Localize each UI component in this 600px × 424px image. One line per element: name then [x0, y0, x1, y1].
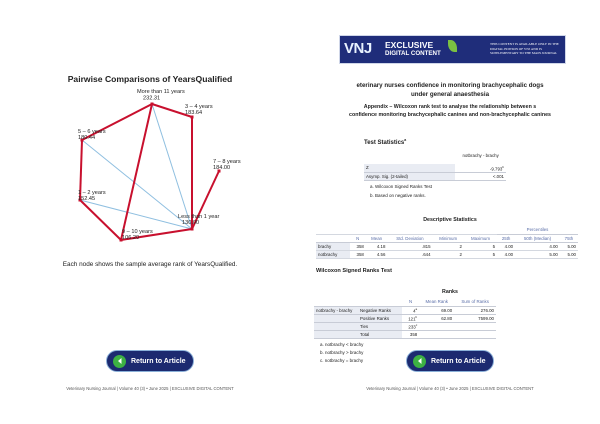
- col-sd: Std. Deviation: [387, 234, 432, 242]
- ranks-row-label: Negative Ranks: [358, 306, 402, 314]
- table-cell: 5.00: [515, 250, 560, 258]
- label-n910-value: 106.20: [122, 235, 140, 241]
- label-n78-name: 7 – 8 years: [213, 159, 241, 165]
- ranks-heading: Ranks: [442, 289, 458, 295]
- graph-title: Pairwise Comparisons of YearsQualified: [67, 74, 233, 84]
- table-cell: [419, 322, 454, 330]
- col-max: Maximum: [464, 234, 497, 242]
- label-n56-value: 180.44: [78, 135, 96, 141]
- banner-note: THIS CONTENT IS AVAILABLE ONLY IN THE DIGITAL EDITION OF VNJ AND IS SUPPLEMENTARY TO THE MAIN JOURNAL: [490, 42, 559, 56]
- label-n56-name: 5 – 6 years: [78, 129, 106, 135]
- label-n11-value: 232.31: [143, 95, 161, 102]
- ranks-row-label: Ties: [358, 322, 402, 330]
- edge-n11-n910: [121, 104, 152, 240]
- ts-note-a: a. Wilcoxon Signed Ranks Test: [370, 184, 432, 189]
- edge-n12-n910: [80, 200, 121, 240]
- test-stats-col-header: notbrachy - brachy: [462, 153, 499, 159]
- table-cell: 7599.00: [454, 314, 496, 322]
- table-row: [314, 314, 496, 322]
- percentiles-header: Percentiles: [497, 226, 578, 234]
- table-cell: 4.00: [497, 242, 515, 250]
- label-n1-value: 130.00: [182, 220, 200, 226]
- article-title: [300, 82, 600, 100]
- arrow-left-icon: [113, 355, 126, 368]
- col-p75: 75th: [560, 234, 578, 242]
- label-n12-name: 1 – 2 years: [78, 190, 106, 196]
- table-row: [316, 242, 578, 250]
- appendix-line2: confidence monitoring brachycephalic canines and non-brachycephalic canines: [349, 111, 551, 118]
- table-cell: 4.00: [515, 242, 560, 250]
- table-cell: 4$^a$: [402, 306, 419, 314]
- ranks-note-a: a. notbrachy < brachy: [320, 342, 364, 347]
- vnj-logo: VNJ: [344, 40, 372, 57]
- label-n910-name: 9 – 10 years: [122, 229, 153, 235]
- leaf-icon: [448, 40, 457, 52]
- edge-n11-n1: [152, 104, 192, 229]
- label-n34-name: 3 – 4 years: [185, 104, 213, 110]
- page-footer: Veterinary Nursing Journal | Volume 40 (3) • June 2025 | EXCLUSIVE DIGITAL CONTENT: [66, 386, 234, 391]
- return-to-article-button[interactable]: [106, 350, 194, 372]
- ranks-table: [314, 298, 496, 339]
- table-cell: 358: [350, 242, 366, 250]
- label-n1-name: Less than 1 year: [178, 214, 220, 220]
- node-n1: [191, 228, 194, 231]
- table-cell: 2: [433, 242, 464, 250]
- label-n34-value: 183.64: [185, 110, 203, 116]
- descriptive-table: [316, 226, 578, 259]
- label-n12-value: 152.45: [78, 196, 96, 202]
- ts-value-sig: <.001: [455, 172, 506, 180]
- table-cell: 5.00: [560, 250, 578, 258]
- ranks-note-b: b. notbrachy > brachy: [320, 350, 364, 355]
- table-cell: [454, 322, 496, 330]
- ts-note-b: b. Based on negative ranks.: [370, 193, 426, 198]
- table-cell: [419, 330, 454, 338]
- table-cell: [454, 330, 496, 338]
- table-cell: 4.00: [497, 250, 515, 258]
- banner-exclusive: EXCLUSIVE: [385, 40, 434, 50]
- col-mean-rank: Mean Rank: [419, 298, 454, 306]
- node-n11: [151, 103, 154, 106]
- appendix-title: [300, 104, 600, 119]
- col-ranks-n: N: [402, 298, 419, 306]
- table-cell: .815: [387, 242, 432, 250]
- table-row: [314, 322, 496, 330]
- ts-value-z: -9.793$^b$: [455, 164, 506, 172]
- table-row: [314, 330, 496, 338]
- descriptive-heading: Descriptive Statistics: [423, 217, 477, 223]
- ranks-group-label: notbrachy - brachy: [314, 306, 358, 314]
- ranks-row-label: Positive Ranks: [358, 314, 402, 322]
- return-button-label: Return to Article: [131, 357, 186, 365]
- edge-n56-n1: [82, 140, 192, 229]
- label-n11-name: More than 11 years: [137, 89, 185, 95]
- table-cell: 5: [464, 242, 497, 250]
- row-label-brachy: brachy: [316, 242, 350, 250]
- table-cell: 5.00: [560, 242, 578, 250]
- ranks-note-c: c. notbrachy = brachy: [320, 358, 364, 363]
- table-cell: .644: [387, 250, 432, 258]
- label-n78-value: 184.00: [213, 165, 231, 171]
- ranks-row-label: Total: [358, 330, 402, 338]
- graph-caption: Each node shows the sample average rank of YearsQualified.: [62, 261, 238, 268]
- table-row: [314, 306, 496, 314]
- ts-label-z: Z: [364, 164, 455, 172]
- table-cell: 121$^b$: [402, 314, 419, 322]
- col-p25: 25th: [497, 234, 515, 242]
- table-cell: 358: [402, 330, 419, 338]
- return-button-label: Return to Article: [431, 357, 486, 365]
- col-mean: Mean: [366, 234, 388, 242]
- exclusive-banner: [339, 35, 566, 64]
- table-cell: 358: [350, 250, 366, 258]
- wilcoxon-heading: Wilcoxon Signed Ranks Test: [316, 268, 392, 274]
- test-stats-table: [364, 148, 506, 181]
- return-to-article-button[interactable]: [406, 350, 494, 372]
- test-stats-heading: Test Statistics$^a$: [364, 138, 407, 146]
- table-cell: 69.00: [419, 306, 454, 314]
- banner-digital: DIGITAL CONTENT: [385, 50, 441, 57]
- table-cell: 4.18: [366, 242, 388, 250]
- table-cell: 62.80: [419, 314, 454, 322]
- table-cell: 5: [464, 250, 497, 258]
- table-row: [316, 250, 578, 258]
- ts-label-sig: Asymp. Sig. (2-tailed): [364, 172, 455, 180]
- table-row: [364, 164, 506, 172]
- table-cell: 4.56: [366, 250, 388, 258]
- table-cell: 2: [433, 250, 464, 258]
- table-row: [364, 172, 506, 180]
- article-title-line1: eterinary nurses confidence in monitoring brachycephalic dogs: [356, 82, 544, 89]
- col-n: N: [350, 234, 366, 242]
- article-title-line2: under general anaesthesia: [410, 90, 490, 98]
- col-p50: 50th (Median): [515, 234, 560, 242]
- page-footer: Veterinary Nursing Journal | Volume 40 (3) • June 2025 | EXCLUSIVE DIGITAL CONTENT: [366, 386, 534, 391]
- table-cell: 233$^c$: [402, 322, 419, 330]
- edge-n12-n1: [80, 200, 192, 229]
- col-sum-ranks: Sum of Ranks: [454, 298, 496, 306]
- table-cell: 276.00: [454, 306, 496, 314]
- row-label-notbrachy: notbrachy: [316, 250, 350, 258]
- appendix-line1: Appendix – Wilcoxon rank test to analyse the relationship between s: [363, 104, 537, 110]
- right-page: [300, 0, 600, 424]
- col-min: Minimum: [433, 234, 464, 242]
- arrow-left-icon: [413, 355, 426, 368]
